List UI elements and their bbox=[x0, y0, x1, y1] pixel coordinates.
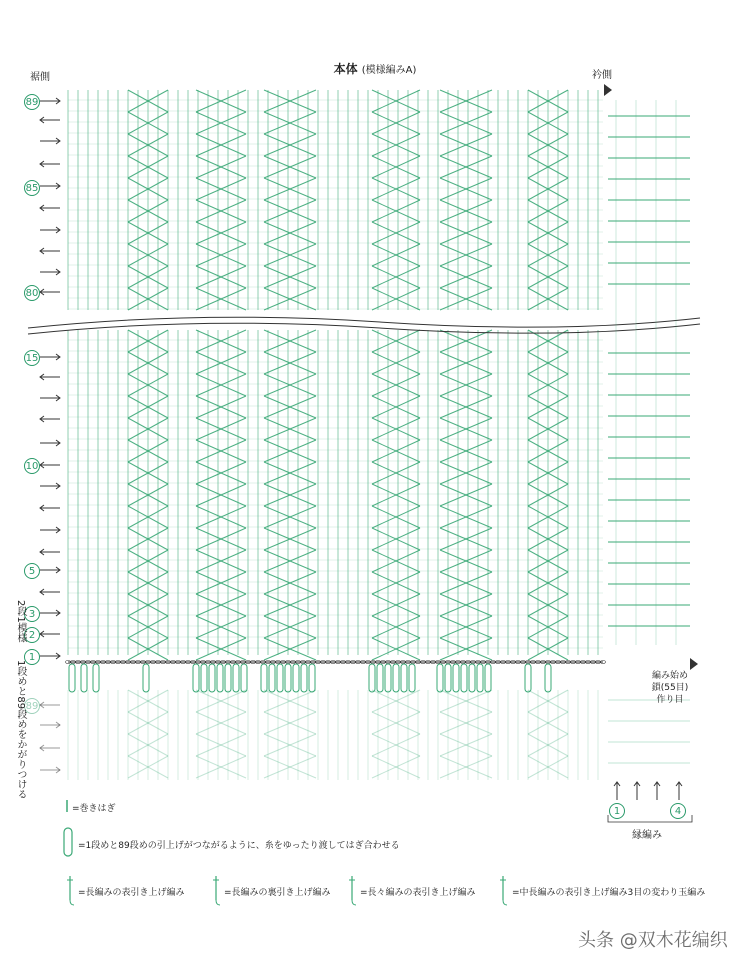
join-oval bbox=[217, 664, 223, 692]
legend-fptr: =長々編みの表引き上げ編み bbox=[360, 888, 476, 898]
legend-whipstitch: =巻きはぎ bbox=[72, 804, 116, 814]
start-chain-note: 編み始め 鎖(55目) 作り目 bbox=[651, 671, 689, 705]
join-oval bbox=[193, 664, 199, 692]
join-oval bbox=[477, 664, 483, 692]
join-oval bbox=[225, 664, 231, 692]
break-line-bottom bbox=[28, 323, 700, 334]
row-number-89: 89 bbox=[24, 94, 40, 110]
join-oval bbox=[261, 664, 267, 692]
join-oval bbox=[369, 664, 375, 692]
join-oval bbox=[269, 664, 275, 692]
row-number-5: 5 bbox=[24, 563, 40, 579]
border-row-4: 4 bbox=[670, 803, 686, 819]
join-oval bbox=[93, 664, 99, 692]
join-oval bbox=[309, 664, 315, 692]
title-sub: (模様編みA) bbox=[361, 65, 417, 76]
join-oval bbox=[469, 664, 475, 692]
legend-symbol-puff-hook bbox=[503, 900, 507, 905]
legend-symbol-oval bbox=[64, 828, 72, 856]
legend-puff: =中長編みの表引き上げ編み3目の変わり玉編み bbox=[512, 888, 706, 898]
legend-symbol-fptr-hook bbox=[352, 900, 356, 905]
join-oval bbox=[453, 664, 459, 692]
join-oval bbox=[437, 664, 443, 692]
row-number-80: 80 bbox=[24, 285, 40, 301]
row-number-2: 2 bbox=[24, 627, 40, 643]
join-oval bbox=[277, 664, 283, 692]
join-oval bbox=[293, 664, 299, 692]
join-oval bbox=[401, 664, 407, 692]
join-oval bbox=[377, 664, 383, 692]
border-row-1: 1 bbox=[609, 803, 625, 819]
legend-fpdc: =長編みの表引き上げ編み bbox=[78, 888, 185, 898]
watermark: 头条 @双木花编织 bbox=[578, 930, 728, 951]
join-oval bbox=[485, 664, 491, 692]
left-top-label: 裾側 bbox=[30, 72, 50, 83]
join-oval bbox=[241, 664, 247, 692]
join-oval bbox=[69, 664, 75, 692]
corner-marker-bottom bbox=[690, 658, 698, 670]
left-side-note-lower: 1段めと89段めをかがりつける bbox=[15, 660, 26, 800]
join-oval bbox=[233, 664, 239, 692]
row-number-85: 85 bbox=[24, 180, 40, 196]
join-oval bbox=[385, 664, 391, 692]
row-number-10: 10 bbox=[24, 458, 40, 474]
join-oval bbox=[545, 664, 551, 692]
corner-marker-top bbox=[604, 84, 612, 96]
join-oval bbox=[81, 664, 87, 692]
legend-bpdc: =長編みの裏引き上げ編み bbox=[224, 888, 331, 898]
join-oval bbox=[143, 664, 149, 692]
join-oval bbox=[393, 664, 399, 692]
legend-symbol-fpdc-hook bbox=[70, 900, 74, 905]
row-number-3: 3 bbox=[24, 606, 40, 622]
join-oval bbox=[445, 664, 451, 692]
left-side-note-upper: 2段1模様 bbox=[15, 600, 26, 643]
join-oval bbox=[409, 664, 415, 692]
title-main: 本体 bbox=[333, 62, 358, 76]
right-top-label: 衿側 bbox=[592, 70, 612, 81]
join-oval bbox=[525, 664, 531, 692]
join-oval bbox=[209, 664, 215, 692]
join-oval bbox=[301, 664, 307, 692]
join-oval bbox=[201, 664, 207, 692]
row-number-15: 15 bbox=[24, 350, 40, 366]
row-number-1: 1 bbox=[24, 649, 40, 665]
legend-join-note: =1段めと89段めの引上げがつながるように、糸をゆったり渡してはぎ合わせる bbox=[78, 841, 400, 851]
join-oval bbox=[285, 664, 291, 692]
row-number-89-faded: 89 bbox=[24, 698, 40, 714]
legend-symbol-bpdc-hook bbox=[216, 900, 220, 905]
border-label: 縁編み bbox=[632, 830, 662, 841]
join-oval bbox=[461, 664, 467, 692]
